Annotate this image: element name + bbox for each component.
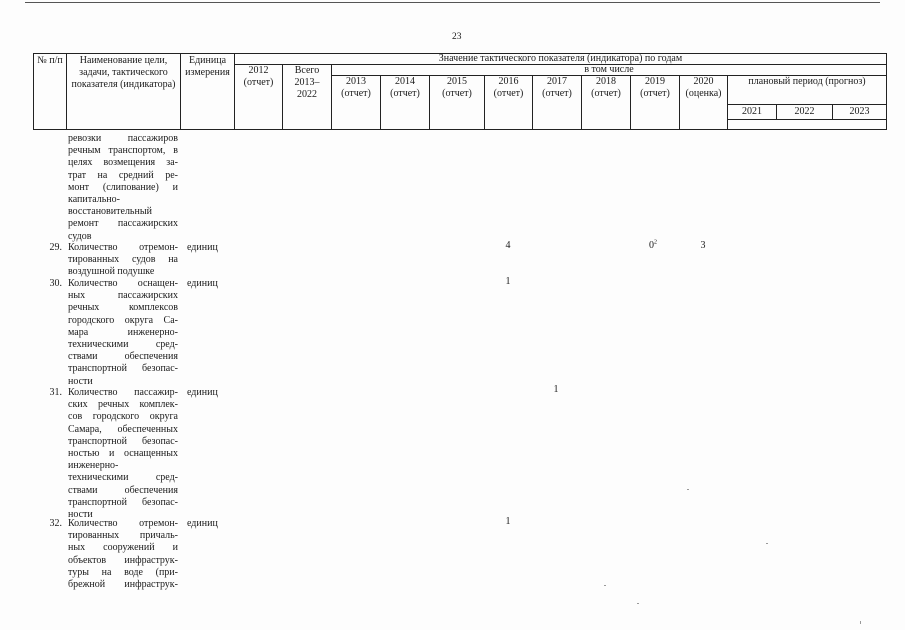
name-line: Самара, обеспеченных [68,423,178,435]
name-line: Количество оснащен- [68,278,178,289]
name-line: туры на воде (при- [68,566,178,578]
name-line: ных пассажирских [68,290,178,302]
name-line: транспортной безопас- [68,496,178,508]
header-2021: 2021 [727,104,777,120]
name-line: мара инженерно- [68,326,178,338]
value-2020: 3 [700,240,706,251]
name-line: Количество отремон- [68,518,178,529]
header-2023: 2023 [832,104,887,120]
header-2019: 2019 (отчет) [630,75,680,130]
row-unit: единиц [187,278,218,289]
table-row-name [68,387,178,521]
name-line: ревозки пассажиров [68,133,178,144]
name-line: транспортной безопас- [68,435,178,447]
value-2016: 4 [505,240,511,251]
row-number: 30. [49,278,62,289]
header-group-title: Значение тактического показателя (индикатора) по годам [234,53,887,65]
name-line: Количество отремон- [68,242,178,253]
header-including: в том числе [331,64,887,76]
name-line: ских речных комплек- [68,399,178,411]
header-2013: 2013 (отчет) [331,75,381,130]
name-line: городского округа Са- [68,314,178,326]
name-line: капитально- [68,193,120,205]
name-line: объектов инфраструк- [68,554,178,566]
header-col-name: Наименование цели, задачи, тактического показателя (индикатора) [66,53,181,130]
row-unit: единиц [187,242,218,253]
table-row-name [68,518,178,591]
header-2017: 2017 (отчет) [532,75,582,130]
scan-speck [766,543,768,544]
name-line: воздушной подушке [68,266,155,278]
name-line: речным транспортом, в [68,145,178,157]
name-line: восстановительный [68,206,152,218]
name-line: ремонт пассажирских [68,218,178,230]
scan-speck [637,603,639,604]
value-2017: 1 [553,384,559,395]
name-line: ности [68,375,93,387]
name-line: ных сооружений и [68,542,178,554]
header-2015: 2015 (отчет) [429,75,485,130]
value-2019 [643,240,663,252]
scan-speck [604,585,606,586]
table-row-name [68,242,178,279]
name-line: речных комплексов [68,302,178,314]
header-plan-period: плановый период (прогноз) [727,75,887,105]
name-line: тированных причаль- [68,530,178,542]
name-line: ности [68,508,93,520]
name-line: тированных судов на [68,254,178,266]
header-2022: 2022 [776,104,833,120]
top-border-line [25,2,880,3]
header-col-unit: Единица измерения [180,53,235,130]
header-col-number: № п/п [33,53,67,130]
name-line: судов [68,230,92,242]
header-2020: 2020 (оценка) [679,75,728,130]
row-unit: единиц [187,387,218,398]
name-line: ствами обеспечения [68,484,178,496]
header-plan-bottom [727,119,887,130]
value-2016: 1 [505,516,511,527]
name-line: инженерно- [68,460,119,472]
header-2018: 2018 (отчет) [581,75,631,130]
scan-speck [687,489,689,490]
header-2014: 2014 (отчет) [380,75,430,130]
name-line: ствами обеспечения [68,351,178,363]
row-number: 31. [49,387,62,398]
name-line: транспортной безопас- [68,363,178,375]
name-line: монт (слипование) и [68,181,178,193]
name-line: сов городского округа [68,411,178,423]
name-line: трат на средний ре- [68,169,178,181]
table-row-cont-name [68,133,178,243]
table-row-name [68,278,178,388]
name-line: техническими сред- [68,472,178,484]
name-line: Количество пассажир- [68,387,178,398]
name-line: ностью и оснащенных [68,447,178,459]
footnote-mark: 2 [654,239,657,246]
scan-speck [860,621,861,624]
name-line: техническими сред- [68,338,178,350]
header-2016: 2016 (отчет) [484,75,533,130]
row-number: 29. [49,242,62,253]
value-2016: 1 [505,276,511,287]
page-number: 23 [452,32,462,42]
name-line: брежной инфраструк- [68,578,178,590]
header-2012: 2012 (отчет) [234,64,283,130]
row-unit: единиц [187,518,218,529]
name-line: целях возмещения за- [68,157,178,169]
header-total: Всего 2013– 2022 [282,64,332,130]
value-2019-main: 0 [649,240,654,251]
row-number: 32. [49,518,62,529]
